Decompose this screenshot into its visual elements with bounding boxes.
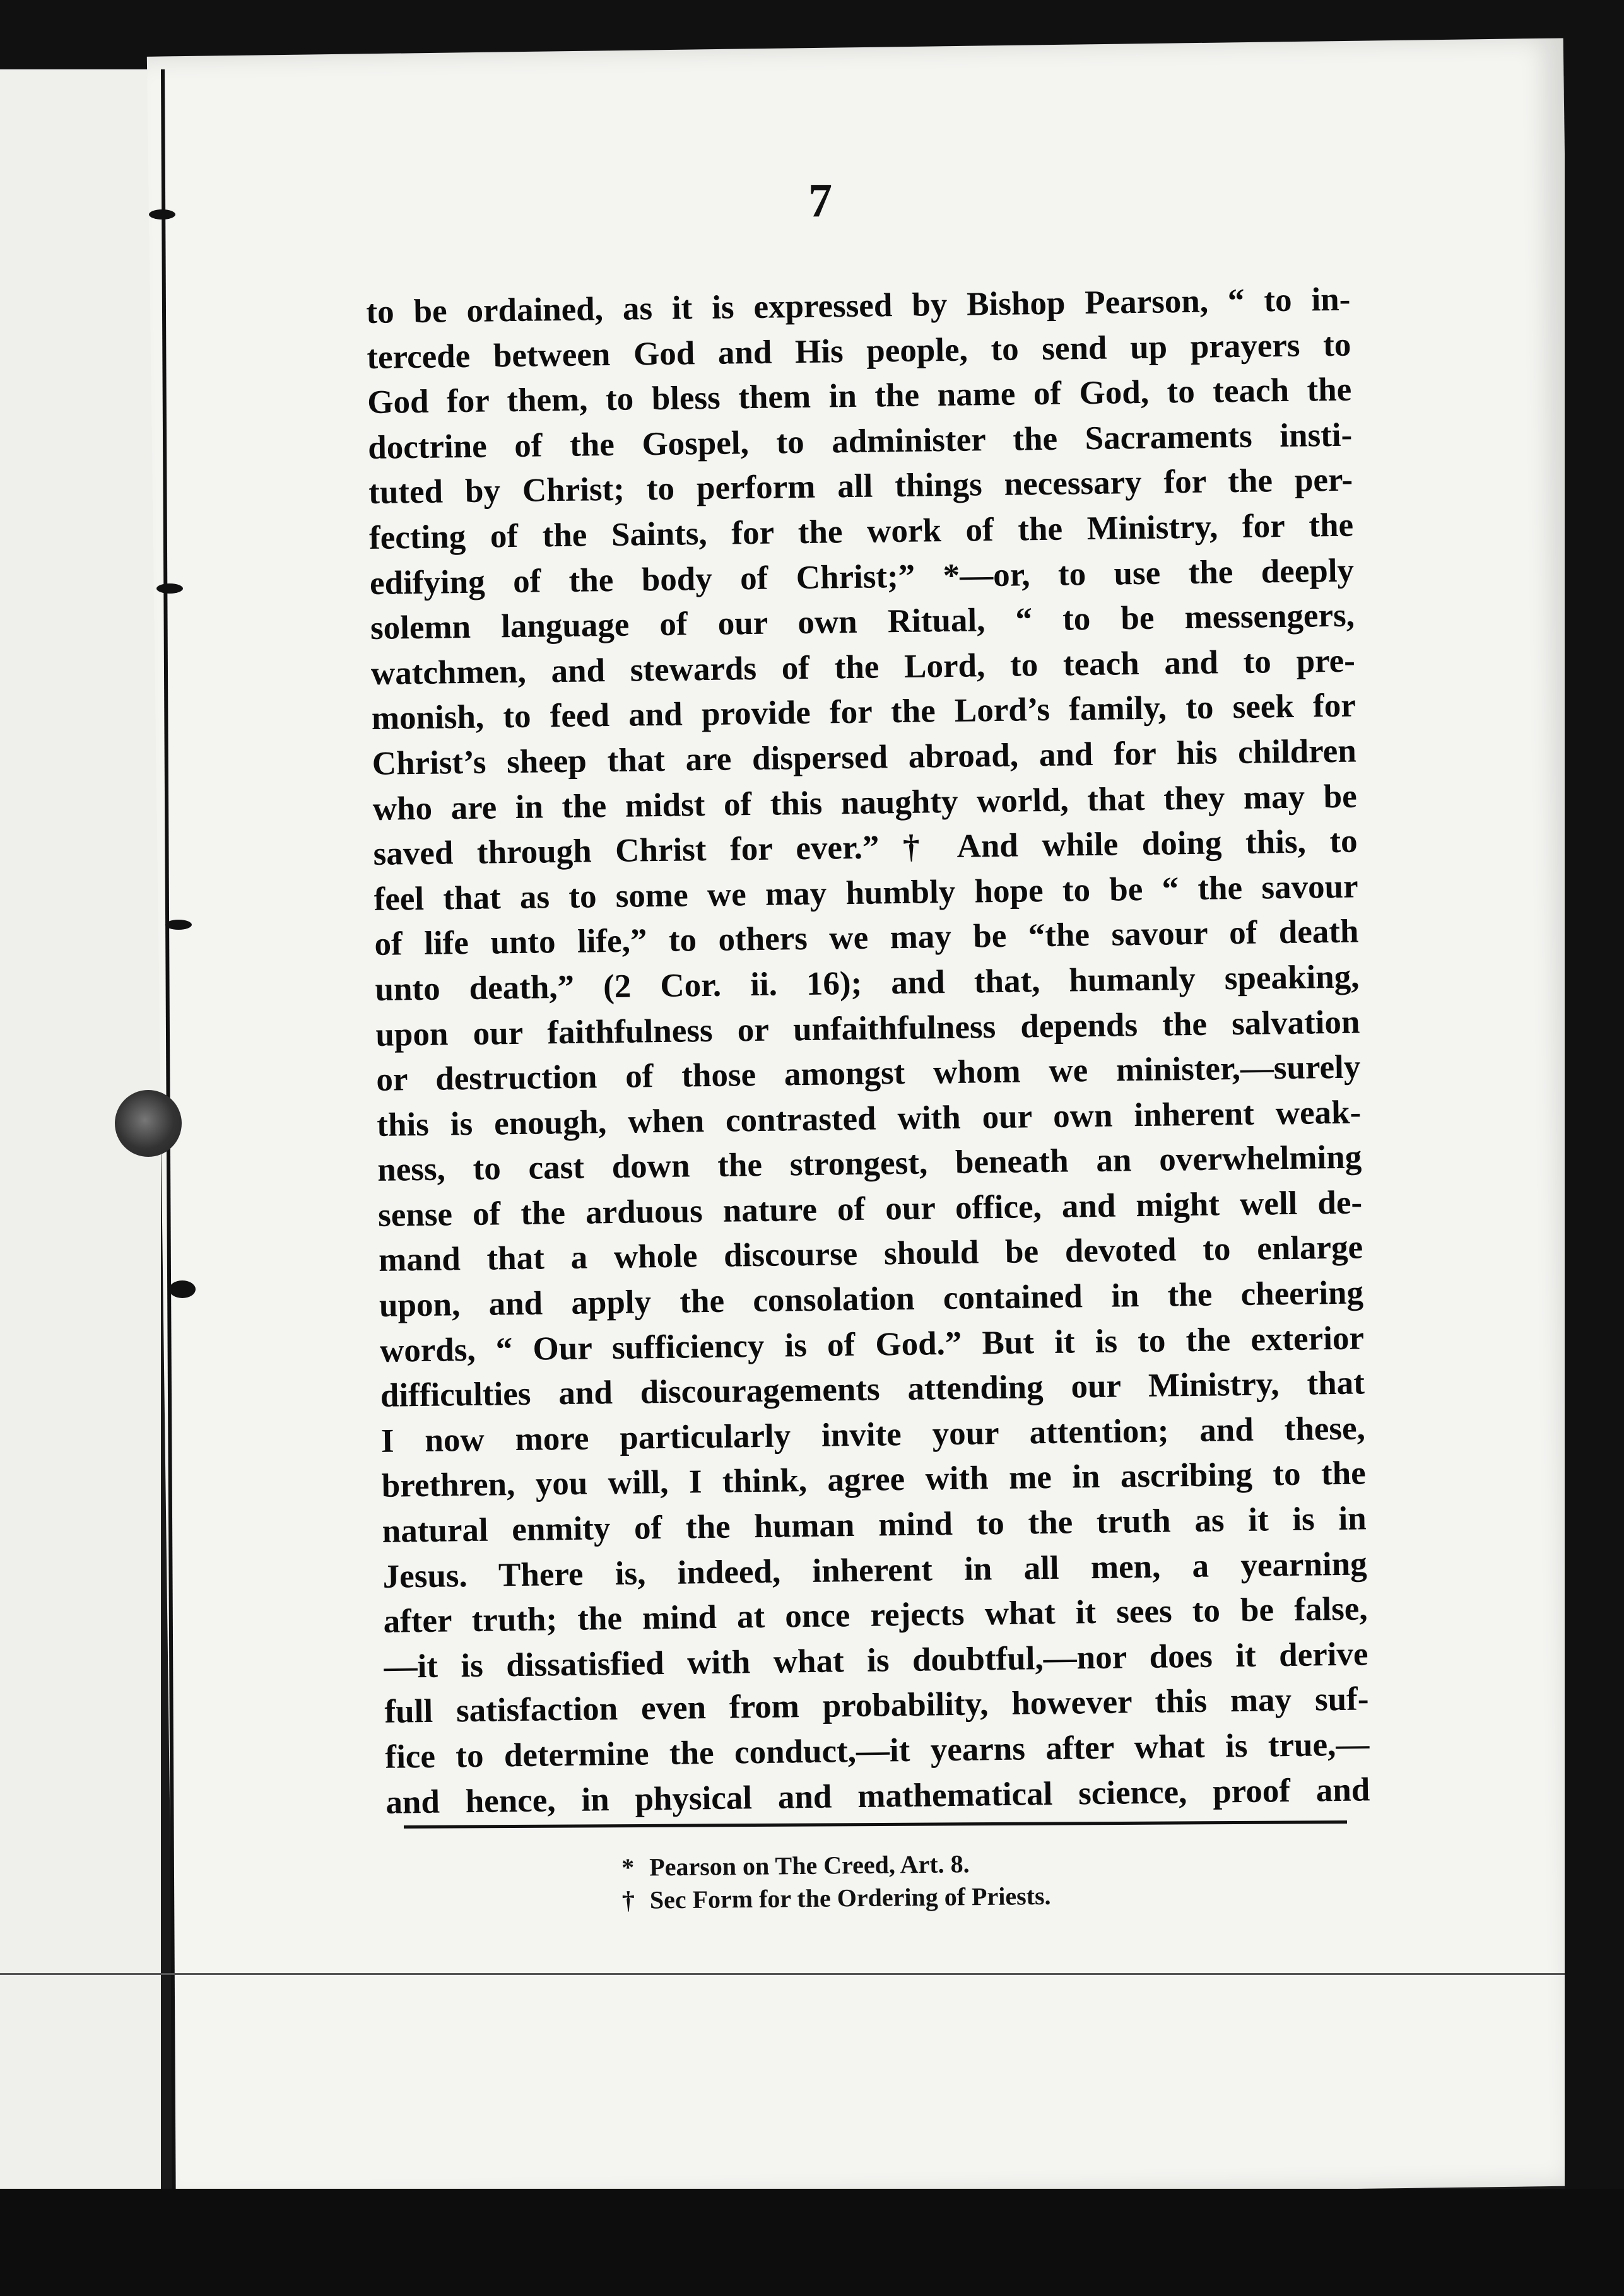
text-line: natural enmity of the human mind to the truth as it is in: [382, 1500, 1367, 1550]
text-line: tercede between God and His people, to send up prayers to: [367, 326, 1351, 376]
text-line: to be ordained, as it is expressed by Bishop Pearson, “ to in-: [366, 281, 1351, 331]
text-line: Christ’s sheep that are dispersed abroad, and for his children: [372, 732, 1357, 782]
text-line: mand that a whole discourse should be devoted to enlarge: [378, 1229, 1363, 1279]
text-line: fice to determine the conduct,—it yearns after what is true,—: [385, 1726, 1370, 1776]
footnote-mark: †: [621, 1885, 635, 1914]
footnote-text: Sec Form for the Ordering of Priests.: [649, 1881, 1051, 1914]
text-line: unto death,” (2 Cor. ii. 16); and that, humanly speaking,: [375, 958, 1360, 1008]
footnote: [622, 1878, 1253, 1917]
scan-artifact-line: [0, 1973, 1565, 1975]
text-line: feel that as to some we may humbly hope to be “ the savour: [374, 868, 1358, 918]
text-line: I now more particularly invite your attention; and these,: [380, 1410, 1366, 1460]
text-line: —it is dissatisfied with what is doubtful,—nor does it derive: [384, 1636, 1368, 1685]
footnote-mark: *: [621, 1853, 635, 1882]
text-line: edifying of the body of Christ;” *—or, to use the deeply: [369, 552, 1355, 602]
text-line: monish, to feed and provide for the Lord’s family, to seek for: [371, 687, 1356, 737]
page-number: 7: [808, 174, 832, 227]
gutter-mark: [149, 209, 175, 220]
text-line: solemn language of our own Ritual, “ to be messengers,: [370, 597, 1355, 647]
footnotes: [621, 1845, 1253, 1917]
text-line: brethren, you will, I think, agree with me in ascribing to the: [381, 1455, 1367, 1505]
text-line: ness, to cast down the strongest, beneath an overwhelming: [377, 1139, 1362, 1189]
gutter-mark: [169, 1280, 196, 1298]
text-line: Jesus. There is, indeed, inherent in all men, a yearning: [382, 1545, 1367, 1595]
text-line: words, “ Our sufficiency is of God.” But it is to the exterior: [379, 1320, 1365, 1369]
scan-right-border: [1565, 0, 1624, 2296]
text-line: who are in the midst of this naughty world, that they may be: [372, 778, 1358, 828]
scan-bottom-border: [0, 2189, 1624, 2296]
gutter-mark: [156, 583, 183, 594]
text-line: sense of the arduous nature of our office, and might well de-: [377, 1184, 1363, 1234]
text-line: upon, and apply the consolation contained in the cheering: [379, 1274, 1364, 1324]
text-line: upon our faithfulness or unfaithfulness depends the salvation: [375, 1003, 1360, 1053]
ink-blot: [115, 1090, 182, 1157]
text-line: full satisfaction even from probability, however this may suf-: [384, 1680, 1369, 1731]
text-line: saved through Christ for ever.” † And while doing this, to: [373, 823, 1358, 873]
text-line: this is enough, when contrasted with our own inherent weak-: [376, 1094, 1362, 1144]
text-line: after truth; the mind at once rejects what it sees to be false,: [383, 1590, 1368, 1641]
body-text: [366, 278, 1370, 1825]
text-line: fecting of the Saints, for the work of the Ministry, for the: [368, 507, 1354, 556]
text-line: God for them, to bless them in the name of God, to teach the: [367, 371, 1352, 421]
text-line: watchmen, and stewards of the Lord, to teach and to pre-: [370, 642, 1356, 692]
text-line: doctrine of the Gospel, to administer the Sacraments insti-: [367, 416, 1353, 466]
text-line: tuted by Christ; to perform all things necessary for the per-: [368, 461, 1353, 512]
text-line: and hence, in physical and mathematical science, proof and: [385, 1771, 1370, 1821]
text-line: of life unto life,” to others we may be “the savour of death: [374, 913, 1359, 963]
gutter-mark: [165, 920, 192, 930]
text-line: difficulties and discouragements attending our Ministry, that: [380, 1364, 1365, 1415]
text-line: or destruction of those amongst whom we minister,—surely: [376, 1048, 1361, 1098]
footnote-text: Pearson on The Creed, Art. 8.: [649, 1849, 970, 1882]
